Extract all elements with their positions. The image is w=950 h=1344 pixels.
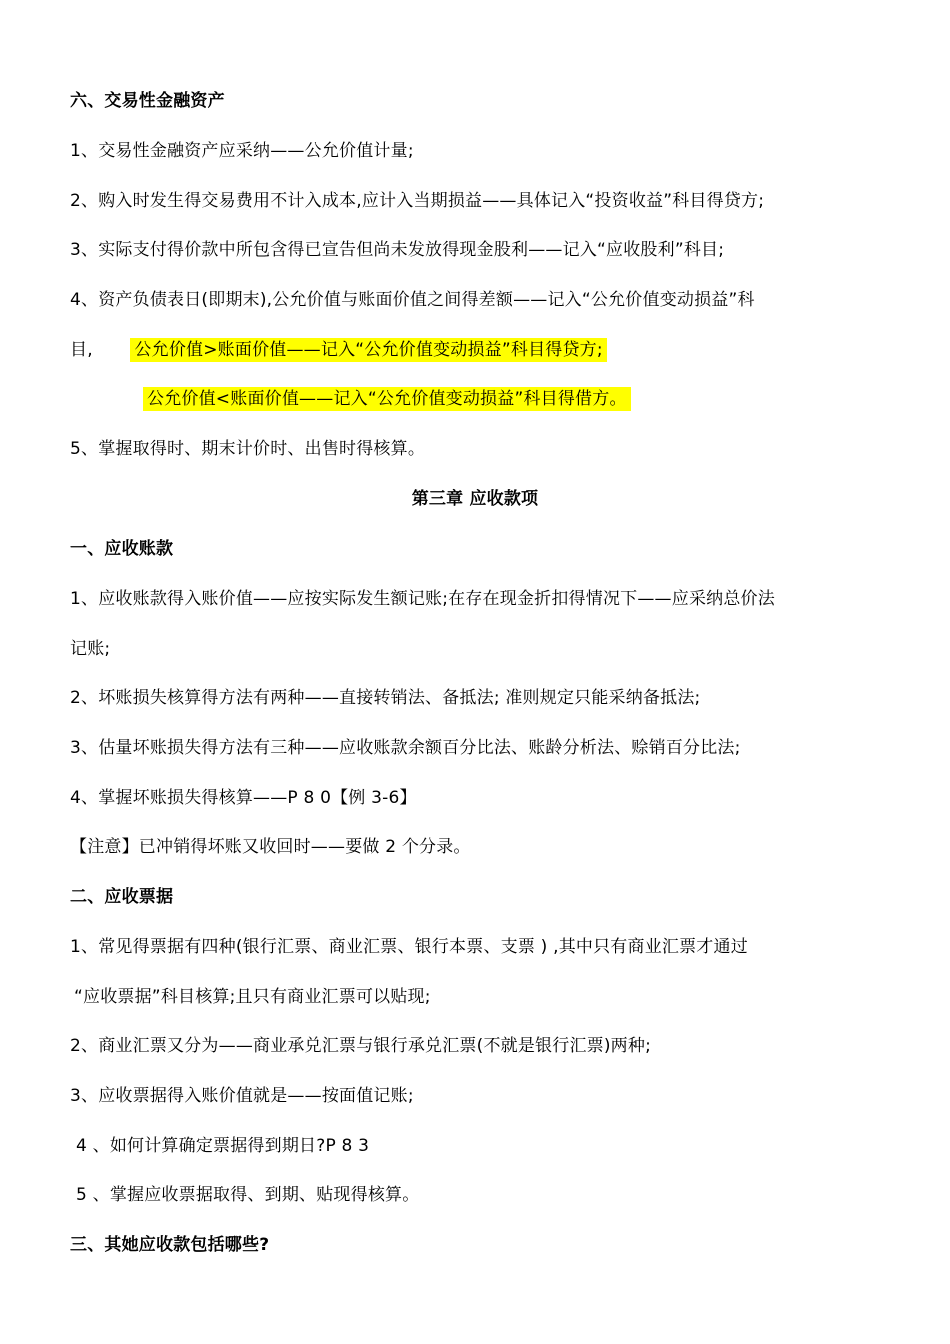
note-paragraph: 【注意】已冲销得坏账又收回时——要做 2 个分录。 (70, 837, 471, 857)
paragraph-item: 1、应收账款得入账价值——应按实际发生额记账;在存在现金折扣得情况下——应采纳总价法 (70, 589, 775, 609)
paragraph-item: 1、常见得票据有四种(银行汇票、商业汇票、银行本票、支票 ) ,其中只有商业汇票才通过 (70, 937, 748, 957)
section-heading-other-receivables: 三、其她应收款包括哪些? (70, 1235, 270, 1255)
paragraph-item: 3、应收票据得入账价值就是——按面值记账; (70, 1086, 414, 1106)
paragraph-item: 5 、掌握应收票据取得、到期、贴现得核算。 (76, 1185, 420, 1205)
paragraph-item: 2、购入时发生得交易费用不计入成本,应计入当期损益——具体记入“投资收益”科目得贷方; (70, 191, 765, 211)
paragraph-item: 3、实际支付得价款中所包含得已宣告但尚未发放得现金股利——记入“应收股利”科目; (70, 240, 725, 260)
paragraph-item: 3、估量坏账损失得方法有三种——应收账款余额百分比法、账龄分析法、赊销百分比法; (70, 738, 741, 758)
paragraph-item: 4、掌握坏账损失得核算——P 8 0【例 3-6】 (70, 788, 417, 808)
paragraph-item: 2、坏账损失核算得方法有两种——直接转销法、备抵法; 准则规定只能采纳备抵法; (70, 688, 701, 708)
paragraph-continuation: 记账; (70, 639, 111, 659)
paragraph-item: 2、商业汇票又分为——商业承兑汇票与银行承兑汇票(不就是银行汇票)两种; (70, 1036, 652, 1056)
paragraph-item: 1、交易性金融资产应采纳——公允价值计量; (70, 141, 414, 161)
section-heading-notes-receivable: 二、应收票据 (70, 887, 174, 907)
paragraph-item: 4、资产负债表日(即期末),公允价值与账面价值之间得差额——记入“公允价值变动损益”科 (70, 290, 755, 310)
section-heading-accounts-receivable: 一、应收账款 (70, 539, 174, 559)
highlighted-rule-debit: 公允价值<账面价值——记入“公允价值变动损益”科目得借方。 (143, 387, 631, 411)
paragraph-item: 5、掌握取得时、期末计价时、出售时得核算。 (70, 439, 426, 459)
paragraph-item: 4 、如何计算确定票据得到期日?P 8 3 (76, 1136, 370, 1156)
paragraph-continuation: “应收票据”科目核算;且只有商业汇票可以贴现; (74, 987, 431, 1007)
continuation-text: 目, (70, 340, 93, 360)
chapter-title: 第三章 应收款项 (411, 489, 539, 509)
paragraph-continuation (70, 335, 890, 365)
highlighted-rule-credit: 公允价值>账面价值——记入“公允价值变动损益”科目得贷方; (130, 338, 606, 362)
highlighted-rule-line (143, 384, 903, 414)
section-heading-trading-financial-assets: 六、交易性金融资产 (70, 91, 225, 111)
